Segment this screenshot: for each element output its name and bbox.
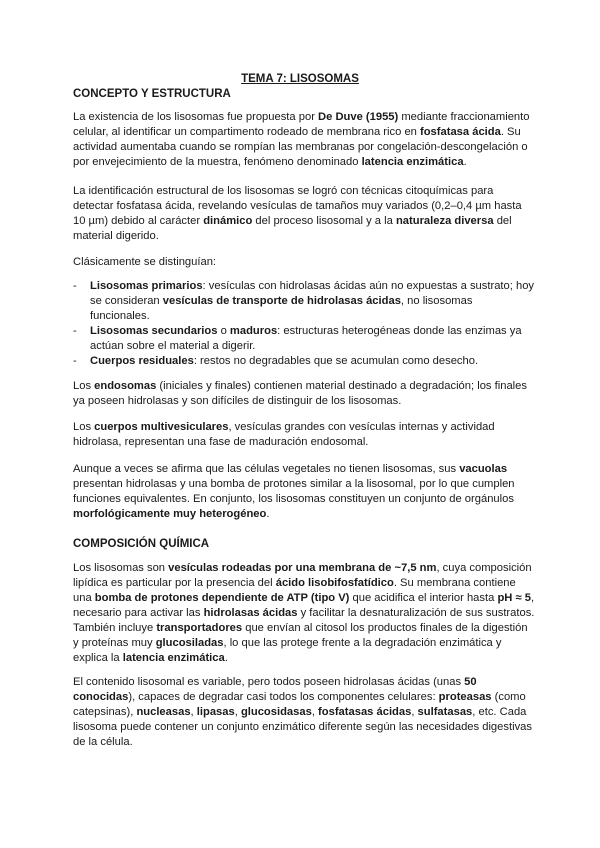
bold-text: latencia enzimática [122, 652, 225, 664]
text: , vesículas grandes con vesículas internas y actividad hidrolasa, representan una fase de maduración endosomal. [73, 421, 495, 448]
text: o [217, 325, 230, 337]
text: . Su actividad aumentaba cuando se rompían las membranas por congelación-descongelación o por envejecimiento de la muestra, fenómeno denominado [73, 126, 528, 168]
text: Aunque a veces se afirma que las células vegetales no tienen lisosomas, sus [73, 463, 460, 475]
bold-text: Cuerpos residuales [90, 355, 194, 367]
text: . Su membrana contiene una [73, 577, 516, 604]
text: , etc. Cada lisosoma puede contener un conjunto enzimático diferente según las necesidades digestivas de la célula. [73, 706, 532, 748]
bullet-dash: - [73, 355, 77, 367]
paragraph-membrana [73, 561, 535, 666]
text: y facilitar la desnaturalización de sus sustratos. También incluye [73, 607, 535, 634]
bullet-dash: - [73, 325, 77, 337]
bold-text: bomba de protones dependiente de ATP (tipo V) [94, 592, 350, 604]
section-heading-composicion: COMPOSICIÓN QUÍMICA [73, 538, 210, 550]
text: , [234, 706, 241, 718]
text: que envían al citosol los productos finales de la digestión y proteínas muy [73, 622, 528, 649]
text: La identificación estructural de los lisosomas se logró con técnicas citoquímicas para detectar fosfatasa ácida, revelando vesículas de tamaños muy variados (0,2–0,4 µm hasta 10 µm) debido al carácter [73, 185, 522, 227]
bold-text: 50 conocidas [73, 676, 477, 703]
bold-text: cuerpos multivesiculares [94, 421, 229, 433]
bold-text: maduros [229, 325, 278, 337]
section-heading-concepto: CONCEPTO Y ESTRUCTURA [73, 88, 231, 100]
text: . [266, 508, 270, 520]
bold-text: Lisosomas primarios [90, 280, 203, 292]
text: que acidifica el interior hasta [349, 592, 498, 604]
paragraph-contenido [73, 675, 535, 750]
text: . [463, 156, 467, 168]
bold-text: hidrolasas ácidas [203, 607, 298, 619]
text: , [311, 706, 319, 718]
text: , [190, 706, 197, 718]
bold-text: lipasas [196, 706, 235, 718]
text: del material digerido. [73, 215, 512, 242]
paragraph-clasicamente: Clásicamente se distinguían: [73, 256, 217, 268]
bold-text: endosomas [94, 380, 157, 392]
text: (como catepsinas), [73, 691, 526, 718]
text: : vesículas con hidrolasas ácidas aún no expuestas a sustrato; hoy se consideran [90, 280, 535, 307]
text: (iniciales y finales) contienen material destinado a degradación; los finales ya poseen hidrolasas y son difíciles de distinguir de los lisosomas. [73, 380, 527, 407]
list-item [73, 354, 535, 369]
text: ), capaces de degradar casi todos los componentes celulares: [128, 691, 439, 703]
bold-text: proteasas [438, 691, 492, 703]
lysosome-types-list [73, 279, 535, 369]
bold-text: ácido lisobifosfatídico [275, 577, 394, 589]
text: La existencia de los lisosomas fue propuesta por [73, 111, 319, 123]
bold-text: glucosiladas [155, 637, 224, 649]
bold-text: vesículas de transporte de hidrolasas ácidas [162, 295, 401, 307]
bullet-dash: - [73, 280, 77, 292]
bold-text: transportadores [156, 622, 243, 634]
text: , lo que las protege frente a la degradación enzimática y explica la [73, 637, 502, 664]
text: Los [73, 380, 95, 392]
paragraph-identificacion [73, 184, 535, 244]
bold-text: sulfatasas [417, 706, 473, 718]
bold-text: De Duve (1955) [318, 111, 399, 123]
text: mediante fraccionamiento celular, al identificar un compartimento rodeado de membrana rico en [73, 111, 530, 138]
paragraph-de-duve [73, 110, 535, 170]
text: , no lisosomas funcionales. [90, 295, 473, 322]
text: Los lisosomas son [73, 562, 169, 574]
text: . [224, 652, 228, 664]
bold-text: pH ≈ 5 [497, 592, 531, 604]
text: , cuya composición lipídica es particular por la presencia del [73, 562, 532, 589]
paragraph-endosomas [73, 379, 535, 409]
bold-text: vesículas rodeadas por una membrana de ~7,5 nm [168, 562, 437, 574]
bold-text: Lisosomas secundarios [90, 325, 218, 337]
text: Los [73, 421, 95, 433]
bold-text: glucosidasas [240, 706, 312, 718]
paragraph-vacuolas [73, 462, 535, 522]
bold-text: morfológicamente muy heterogéneo [73, 508, 267, 520]
bold-text: fosfatasa ácida [420, 126, 501, 138]
text: del proceso lisosomal y a la [252, 215, 396, 227]
text: : estructuras heterogéneas donde las enzimas ya actúan sobre el material a digerir. [90, 325, 522, 352]
bold-text: nucleasas [136, 706, 191, 718]
bold-text: vacuolas [459, 463, 508, 475]
text: : restos no degradables que se acumulan como desecho. [193, 355, 479, 367]
page-title: TEMA 7: LISOSOMAS [241, 73, 359, 85]
list-item [73, 324, 535, 354]
text: , [411, 706, 418, 718]
paragraph-multivesiculares [73, 420, 535, 450]
bold-text: latencia enzimática [361, 156, 464, 168]
text: , necesario para activar las [73, 592, 535, 619]
list-item [73, 279, 535, 324]
text: presentan hidrolasas y una bomba de protones similar a la lisosomal, por lo que cumplen funciones equivalentes. En conjunto, los lisosomas constituyen un conjunto de orgánulos [73, 478, 515, 505]
bold-text: dinámico [203, 215, 253, 227]
text: El contenido lisosomal es variable, pero todos poseen hidrolasas ácidas (unas [73, 676, 465, 688]
bold-text: fosfatasas ácidas [318, 706, 412, 718]
bold-text: naturaleza diversa [395, 215, 494, 227]
